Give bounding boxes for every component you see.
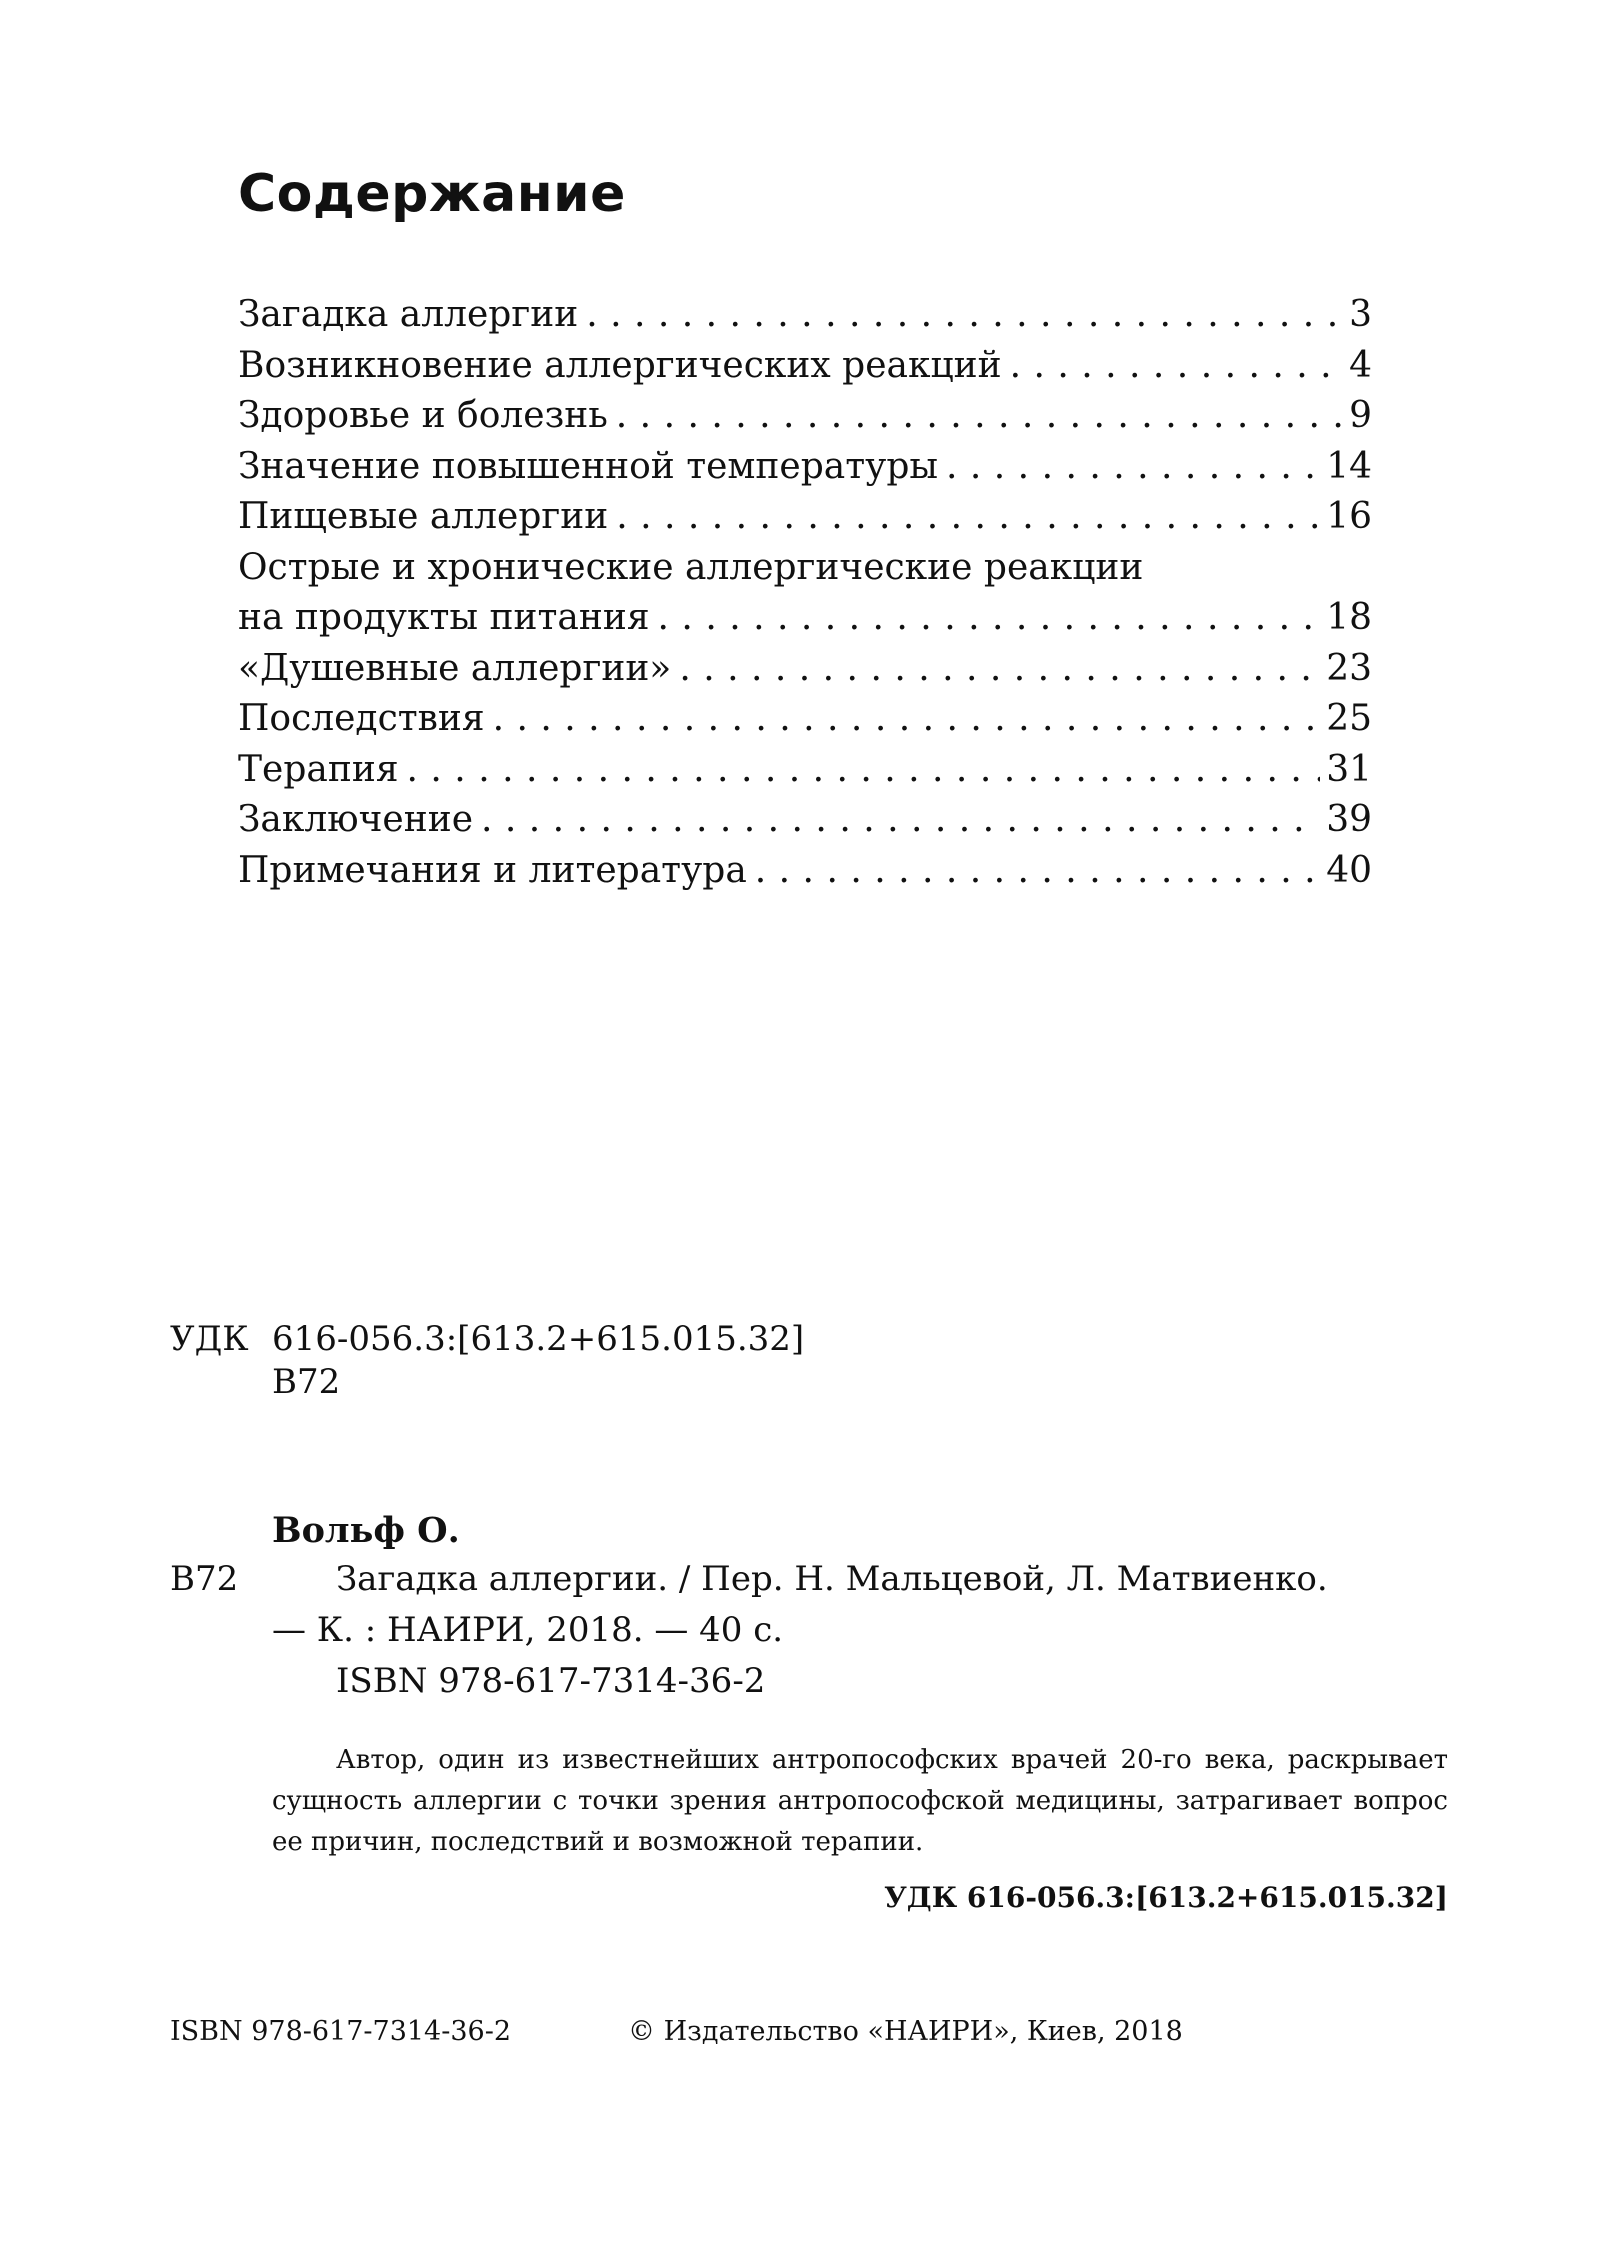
toc-entry-title: Загадка аллергии [238,294,579,335]
toc-leader-dots [616,391,1343,442]
toc-entry-title: Здоровье и болезнь [238,395,608,436]
toc-entry-title: Пищевые аллергии [238,496,609,537]
bibliographic-publisher-line: — К. : НАИРИ, 2018. — 40 с. [272,1610,784,1650]
toc-entry-title: Острые и хронические аллергические реакции [238,546,1144,588]
toc-entry-page: 31 [1326,748,1372,790]
toc-leader-dots [493,694,1321,745]
toc-leader-dots [616,492,1320,543]
toc-entry [238,543,1372,594]
toc-entry-title: Возникновение аллергических реакций [238,344,1002,386]
author-sign: В72 [272,1362,341,1402]
toc-entry [238,391,1372,442]
udk-bold-code: УДК 616-056.3:[613.2+615.015.32] [884,1881,1448,1914]
table-of-contents [238,290,1372,896]
toc-leader-dots [658,593,1321,644]
toc-entry [238,492,1372,543]
toc-entry-title: Заключение [238,799,474,840]
toc-entry-page: 39 [1326,799,1372,840]
toc-entry [238,341,1372,392]
toc-entry-page: 3 [1349,294,1372,335]
toc-entry-page: 18 [1326,597,1372,638]
toc-entry-title: Значение повышенной температуры [238,445,939,487]
toc-entry-title: Последствия [238,698,485,739]
toc-entry [238,593,1372,644]
toc-entry-page: 16 [1326,496,1372,537]
toc-entry-page: 14 [1326,445,1372,487]
toc-leader-dots [586,290,1343,341]
toc-entry-title: Терапия [238,748,399,790]
bibliographic-isbn-line: ISBN 978-617-7314-36-2 [336,1661,766,1701]
toc-leader-dots [1010,341,1344,392]
card-author-sign: В72 [170,1559,239,1599]
footer-isbn: ISBN 978-617-7314-36-2 [170,2016,512,2047]
toc-leader-dots [481,795,1320,846]
toc-entry-title: Примечания и литература [238,849,747,891]
toc-entry [238,846,1372,897]
toc-entry-title: «Душевные аллергии» [238,647,672,689]
footer-copyright: © Издательство «НАИРИ», Киев, 2018 [628,2016,1183,2047]
toc-leader-dots [946,442,1320,493]
udk-code: 616-056.3:[613.2+615.015.32] [272,1319,805,1359]
toc-entry [238,290,1372,341]
toc-entry [238,694,1372,745]
toc-leader-dots [755,846,1320,897]
toc-entry-page: 9 [1349,395,1372,436]
toc-entry-page: 23 [1326,647,1372,689]
toc-entry [238,745,1372,796]
toc-entry-page: 40 [1326,849,1372,891]
toc-leader-dots [407,745,1321,796]
toc-entry-page: 25 [1326,698,1372,739]
toc-entry [238,795,1372,846]
bibliographic-title-line: Загадка аллергии. / Пер. Н. Мальцевой, Л. Матвиенко. [336,1559,1328,1599]
toc-entry-title: на продукты питания [238,597,650,638]
toc-leader-dots [679,644,1320,695]
author-name: Вольф О. [272,1510,460,1551]
toc-entry-page: 4 [1349,344,1372,386]
toc-entry [238,644,1372,695]
toc-entry [238,442,1372,493]
toc-title: Содержание [238,164,626,224]
annotation-text: Автор, один из известнейших антропософских врачей 20-го века, раскрывает сущность аллергии с точки зрения антропософской медицины, затрагивает вопрос ее причин, последствий и возможной терапии. [272,1745,1448,1857]
udk-label: УДК [170,1319,249,1359]
